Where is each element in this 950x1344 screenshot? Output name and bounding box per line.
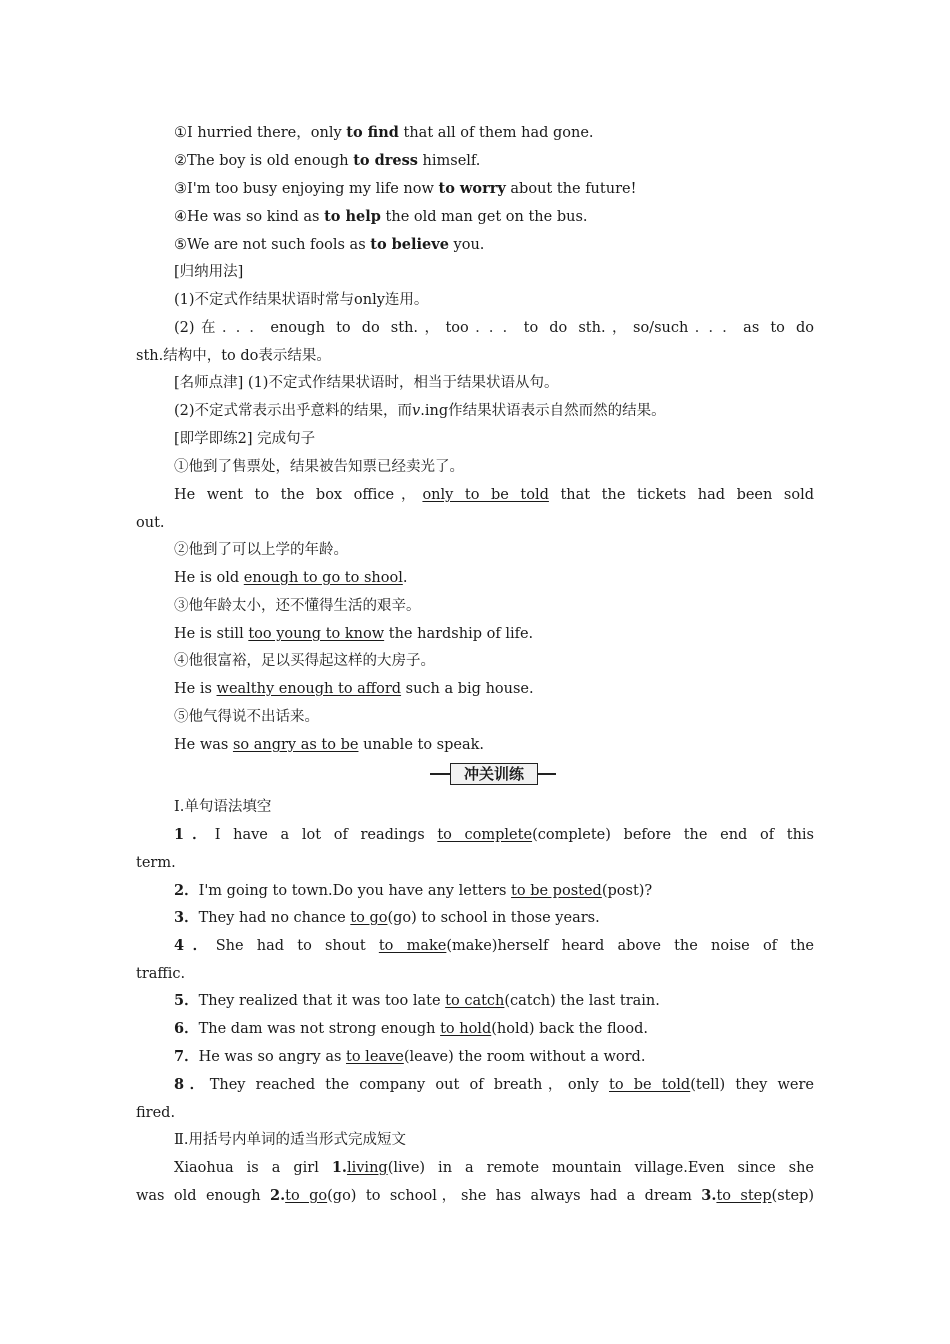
practice-3-cn: ③他年龄太小，还不懂得生活的艰辛。 [174,598,421,614]
text: (hold) back the flood. [491,1021,648,1037]
q7 [174,1047,814,1067]
text: the hardship of life. [384,626,534,642]
text: ⑤We are not such fools as [174,237,371,253]
text: that the tickets had been sold [548,487,814,503]
text: . [402,570,408,586]
text: such a big house. [401,681,534,697]
q8-cont: fired. [136,1105,176,1121]
tip-2 [174,401,814,421]
text: They reached the company out of breath，only [209,1077,609,1093]
answer: to go [350,910,388,926]
practice-5-cn: ⑤他气得说不出话来。 [174,709,319,725]
question-number: 4． [174,937,216,954]
q3 [174,908,814,928]
text: (go) to school，she has always had a dream [327,1188,702,1204]
question-number: 7． [174,1048,199,1065]
practice-1-cn: ①他到了售票处，结果被告知票已经卖光了。 [174,459,464,475]
text: I'm going to town.Do you have any letters [198,883,512,899]
answer: to make [378,938,447,954]
practice-2-en [174,568,814,588]
q5 [174,991,814,1011]
blank-number: 2. [270,1187,286,1204]
answer: to be told [609,1077,691,1093]
keyword: to dress [353,152,418,169]
q4 [174,936,814,956]
section-banner [430,763,556,785]
q6 [174,1019,814,1039]
summary-point-2-cont: sth.结构中，to do表示结果。 [136,348,331,364]
text: ①I hurried there，only [174,125,347,141]
text: that all of them had gone. [398,125,594,141]
text: (post)? [601,883,653,899]
text: ③I'm too busy enjoying my life now [174,181,439,197]
answer: to complete [437,827,533,843]
text: ④He was so kind as [174,209,325,225]
text: (leave) the room without a word. [403,1049,646,1065]
passage-line-2 [136,1186,814,1206]
section-2-heading: Ⅱ.用括号内单词的适当形式完成短文 [174,1132,406,1148]
text: I have a lot of readings [214,827,438,843]
answer: to be posted [511,883,602,899]
summary-point-1: (1)不定式作结果状语时常与only连用。 [174,292,429,308]
practice-1-cont: out. [136,515,165,531]
q1-cont: term. [136,855,176,871]
text: He is still [174,626,249,642]
practice-3-en [174,624,814,644]
banner-title: 冲关训练 [450,763,538,785]
answer: to hold [440,1021,492,1037]
example-1 [174,123,814,143]
passage-line-1 [174,1158,814,1178]
practice-5-en [174,735,814,755]
answer: only to be told [422,487,549,503]
practice-1-en [174,485,814,505]
practice-4-en [174,679,814,699]
question-number: 5． [174,992,199,1009]
text: unable to speak. [358,737,485,753]
text: (make)herself heard above the noise of the [446,938,814,954]
example-2 [174,151,814,171]
answer: too young to know [248,626,385,642]
summary-heading: [归纳用法] [174,264,244,280]
answer: enough to go to shool [243,570,403,586]
example-4 [174,207,814,227]
practice-4-cn: ④他很富裕，足以买得起这样的大房子。 [174,653,435,669]
text: about the future! [505,181,637,197]
q4-cont: traffic. [136,966,186,982]
text: They had no chance [198,910,351,926]
practice-2-cn: ②他到了可以上学的年龄。 [174,542,348,558]
question-number: 6． [174,1020,199,1037]
section-1-heading: Ⅰ.单句语法填空 [174,799,272,815]
text: (complete) before the end of this [532,827,814,843]
example-3 [174,179,814,199]
answer: to catch [445,993,505,1009]
text: you. [448,237,485,253]
answer: to go [285,1188,328,1204]
answer: wealthy enough to afford [216,681,402,697]
summary-point-2: (2)在．．．enough to do sth.，too．．．to do sth.，so/such．．．as to do [174,320,814,336]
text: He was [174,737,233,753]
keyword: to help [324,208,381,225]
text: the old man get on the bus. [380,209,588,225]
q2 [174,881,814,901]
keyword: to find [346,124,399,141]
text: He was so angry as [198,1049,347,1065]
text: (live) in a remote mountain village.Even since she [387,1160,814,1176]
text: ②The boy is old enough [174,153,354,169]
q8 [174,1075,814,1095]
q1 [174,825,814,845]
practice-heading: [即学即练2] 完成句子 [174,431,316,447]
answer: living [346,1160,388,1176]
keyword: to worry [438,180,506,197]
italic-v: v [412,403,421,419]
text: was old enough [136,1188,270,1204]
text: (step) [771,1188,814,1204]
example-5 [174,235,814,255]
text: (2)不定式常表示出乎意料的结果，而 [174,403,413,419]
question-number: 1． [174,826,215,843]
text: .ing作结果状语表示自然而然的结果。 [420,403,666,419]
text: He is [174,681,217,697]
banner-rule-left [430,773,452,775]
question-number: 2． [174,882,199,899]
text: They realized that it was too late [198,993,446,1009]
answer: so angry as to be [232,737,359,753]
blank-number: 1. [331,1159,347,1176]
text: He went to the box office， [174,487,423,503]
answer: to step [716,1188,772,1204]
text: He is old [174,570,244,586]
text: himself. [417,153,481,169]
tip-1: [名师点津] (1)不定式作结果状语时，相当于结果状语从句。 [174,375,559,391]
question-number: 8． [174,1076,210,1093]
text: (catch) the last train. [504,993,660,1009]
question-number: 3． [174,909,199,926]
text: Xiaohua is a girl [174,1160,332,1176]
keyword: to believe [370,236,449,253]
blank-number: 3. [701,1187,717,1204]
answer: to leave [346,1049,404,1065]
text: (go) to school in those years. [387,910,600,926]
text: The dam was not strong enough [198,1021,441,1037]
text: (tell) they were [690,1077,814,1093]
text: She had to shout [215,938,379,954]
